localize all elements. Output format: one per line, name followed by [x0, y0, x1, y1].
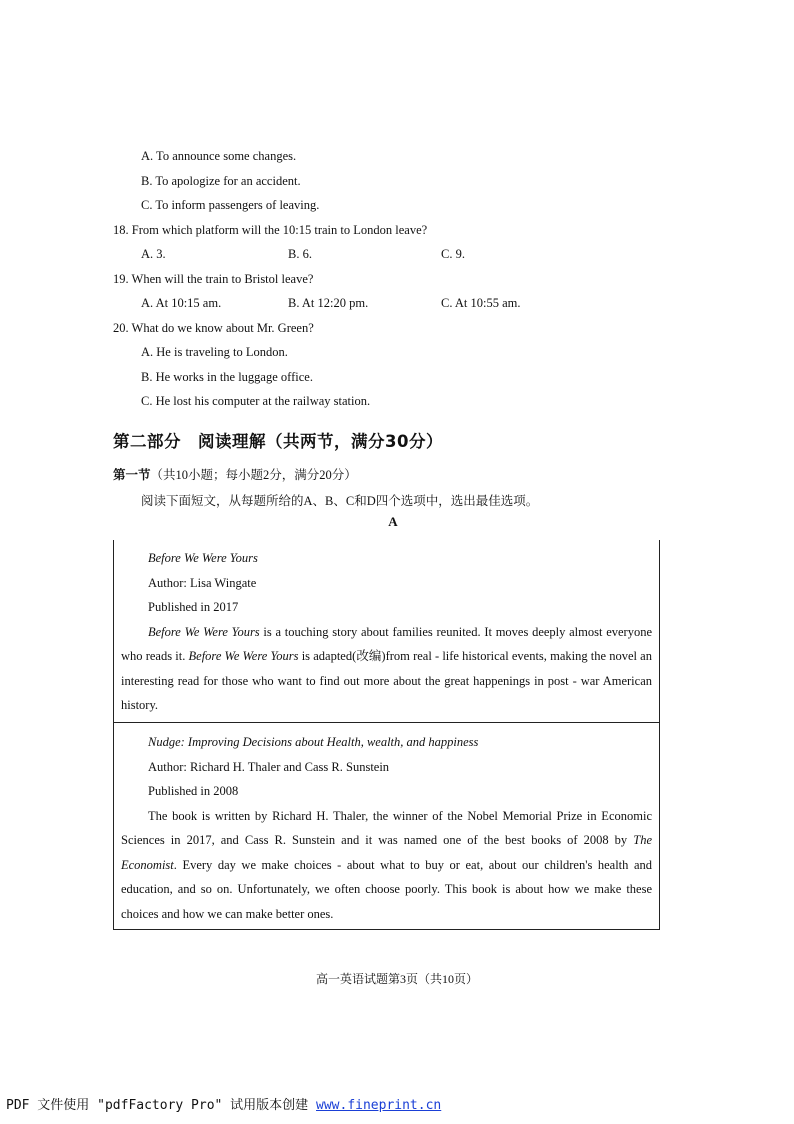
q19-option-b: B. At 12:20 pm.: [288, 296, 369, 310]
q18-options: [0, 246, 794, 262]
book-2-desc-text-1: The book is written by Richard H. Thaler, the winner of the Nobel Memorial Prize in Economic Sciences in 2017, and Cass R. Sunstein and it was named one of the best books of 2008 by: [121, 808, 652, 847]
reading-instructions: 阅读下面短文，从每题所给的A、B、C和D四个选项中，选出最佳选项。: [141, 494, 539, 508]
q18-stem: 18. From which platform will the 10:15 train to London leave?: [113, 223, 428, 237]
book-1-published: Published in 2017: [148, 600, 239, 614]
book-box-2: [113, 722, 660, 930]
q18-option-a: A. 3.: [141, 247, 166, 261]
subsection-label: 第一节: [113, 467, 151, 482]
q20-stem: 20. What do we know about Mr. Green?: [113, 321, 314, 335]
book-1-desc-title-1: Before We Were Yours: [148, 624, 260, 639]
book-1-description: [121, 620, 652, 718]
book-1-author: Author: Lisa Wingate: [148, 575, 257, 590]
q20-option-c: C. He lost his computer at the railway station.: [141, 394, 371, 408]
book-1-content: [121, 546, 652, 718]
book-box-1: [113, 540, 660, 723]
passage-label: A: [388, 514, 398, 529]
pdf-footer-text: PDF 文件使用 "pdfFactory Pro" 试用版本创建: [6, 1098, 317, 1113]
q17-option-a: A. To announce some changes.: [141, 149, 297, 163]
q17-option-c: C. To inform passengers of leaving.: [141, 198, 320, 212]
q20-option-b: B. He works in the luggage office.: [141, 370, 313, 384]
book-1-desc-text-2: is adapted(改编)from real - life historical events, making the novel an interesting read for those who want to find out more about the great happenings in post - war American history.: [121, 649, 652, 712]
book-1-desc-title-2: Before We Were Yours: [188, 649, 299, 663]
section-title: 第二部分 阅读理解（共两节，满分30分）: [113, 432, 443, 451]
book-2-desc-text-2: . Every day we make choices - about what to buy or eat, about our children's health and education, and so on. Unfortunately, we often choose poorly. This book is about how we make these choices and how we can make better ones.: [121, 857, 652, 921]
q20-option-a: A. He is traveling to London.: [141, 345, 288, 359]
page-footer: 高一英语试题第3页（共10页）: [315, 972, 478, 986]
q19-option-c: C. At 10:55 am.: [441, 296, 521, 310]
q17-option-b: B. To apologize for an accident.: [141, 174, 301, 188]
book-2-title: Nudge: Improving Decisions about Health, wealth, and happiness: [148, 735, 479, 749]
book-2-content: [121, 730, 652, 926]
subsection-note: （共10小题；每小题2分，满分20分）: [150, 468, 357, 482]
book-2-description: [121, 804, 652, 927]
book-1-desc-text-1: is a touching story about families reunited. It moves deeply almost everyone who reads it.: [121, 624, 652, 663]
q19-options: [0, 295, 794, 311]
book-2-published: Published in 2008: [148, 784, 239, 798]
q18-option-b: B. 6.: [288, 247, 312, 261]
pdf-watermark-footer: [6, 1094, 441, 1113]
q19-stem: 19. When will the train to Bristol leave?: [113, 272, 314, 286]
book-2-author: Author: Richard H. Thaler and Cass R. Sunstein: [148, 759, 390, 774]
book-2-desc-title: The Economist: [121, 833, 652, 872]
q18-option-c: C. 9.: [441, 247, 465, 261]
q19-option-a: A. At 10:15 am.: [141, 296, 222, 310]
book-1-title: Before We Were Yours: [148, 551, 258, 565]
subsection-heading: [113, 465, 357, 483]
fineprint-link[interactable]: www.fineprint.cn: [316, 1098, 442, 1113]
